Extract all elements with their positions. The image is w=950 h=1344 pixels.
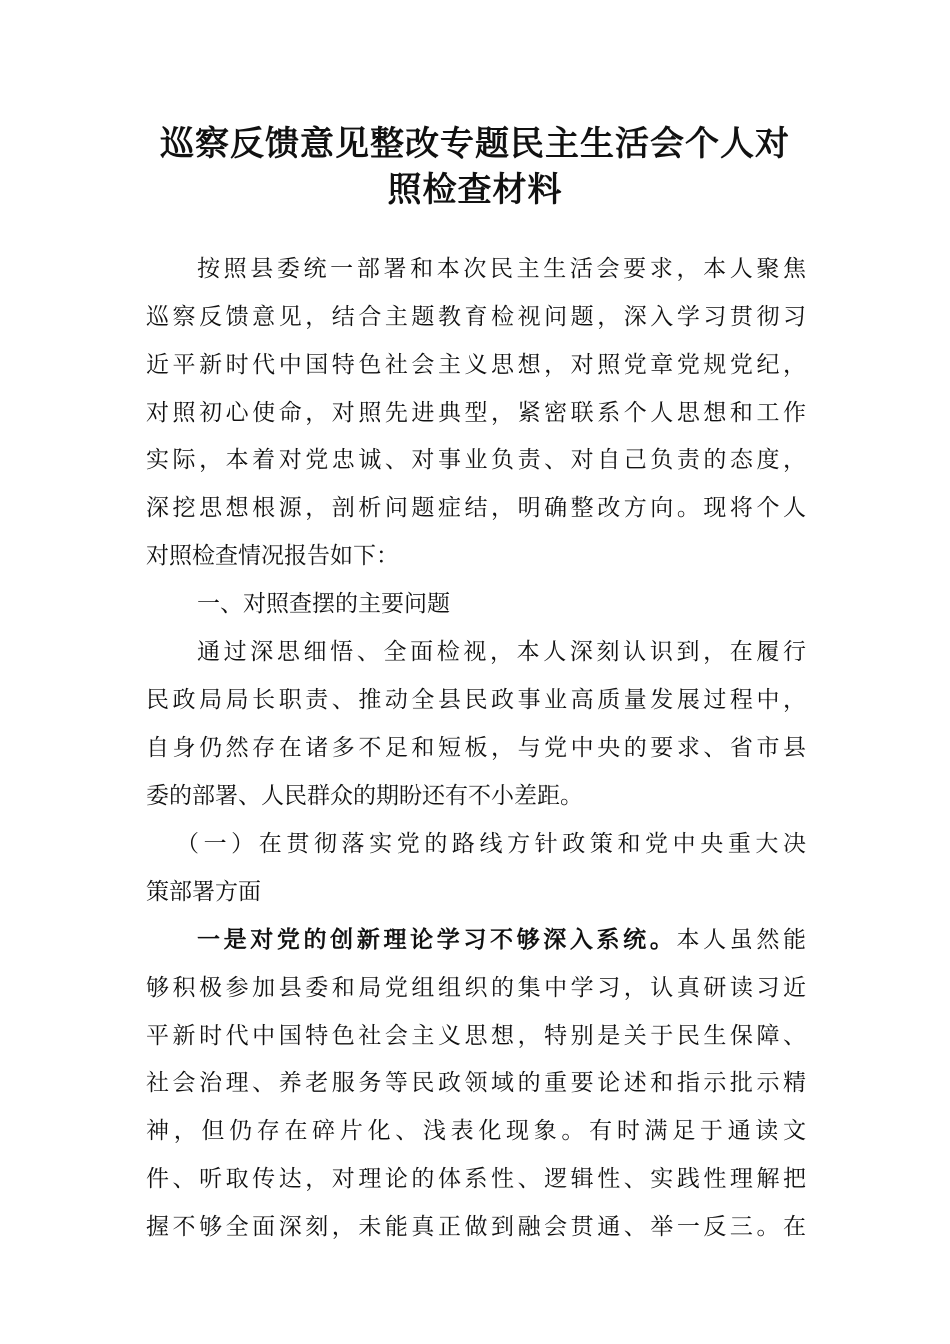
paragraph-1-line: 巡察反馈意见，结合主题教育检视问题，深入学习贯彻习 [146, 304, 806, 330]
paragraph-3-bold-lead: 一是对党的创新理论学习不够深入系统。 [197, 926, 677, 953]
subheading-1-line: （一）在贯彻落实党的路线方针政策和党中央重大决 [176, 831, 806, 857]
paragraph-3-line: 平新时代中国特色社会主义思想，特别是关于民生保障、 [146, 1023, 806, 1049]
paragraph-3-line: 够积极参加县委和局党组组织的集中学习，认真研读习近 [146, 975, 806, 1001]
paragraph-1-line: 对照初心使命，对照先进典型，紧密联系个人思想和工作 [146, 400, 806, 426]
paragraph-2-line: 通过深思细悟、全面检视，本人深刻认识到，在履行 [197, 639, 806, 665]
paragraph-2-line: 民政局局长职责、推动全县民政事业高质量发展过程中， [146, 687, 806, 713]
paragraph-1-line: 按照县委统一部署和本次民主生活会要求，本人聚焦 [197, 256, 806, 282]
section-heading-1: 一、对照查摆的主要问题 [197, 591, 450, 617]
paragraph-2-line: 自身仍然存在诸多不足和短板，与党中央的要求、省市县 [146, 735, 806, 761]
paragraph-3-first-line [197, 920, 806, 960]
paragraph-1-line: 近平新时代中国特色社会主义思想，对照党章党规党纪， [146, 352, 806, 378]
paragraph-3-line: 神，但仍存在碎片化、浅表化现象。有时满足于通读文 [146, 1118, 806, 1144]
subheading-1-line: 策部署方面 [146, 879, 261, 905]
paragraph-1-line: 深挖思想根源，剖析问题症结，明确整改方向。现将个人 [146, 495, 806, 521]
paragraph-3-first-rest: 本人虽然能 [676, 927, 807, 953]
paragraph-1-line: 对照检查情况报告如下： [146, 543, 399, 569]
document-title-line-1: 巡察反馈意见整改专题民主生活会个人对 [160, 124, 790, 164]
paragraph-1-line: 实际，本着对党忠诚、对事业负责、对自己负责的态度， [146, 447, 806, 473]
paragraph-3-line: 件、听取传达，对理论的体系性、逻辑性、实践性理解把 [146, 1166, 806, 1192]
paragraph-3-line: 握不够全面深刻，未能真正做到融会贯通、举一反三。在 [146, 1214, 806, 1240]
paragraph-3-line: 社会治理、养老服务等民政领域的重要论述和指示批示精 [146, 1070, 806, 1096]
paragraph-2-line: 委的部署、人民群众的期盼还有不小差距。 [146, 783, 583, 809]
document-title-line-2: 照检查材料 [387, 170, 563, 210]
